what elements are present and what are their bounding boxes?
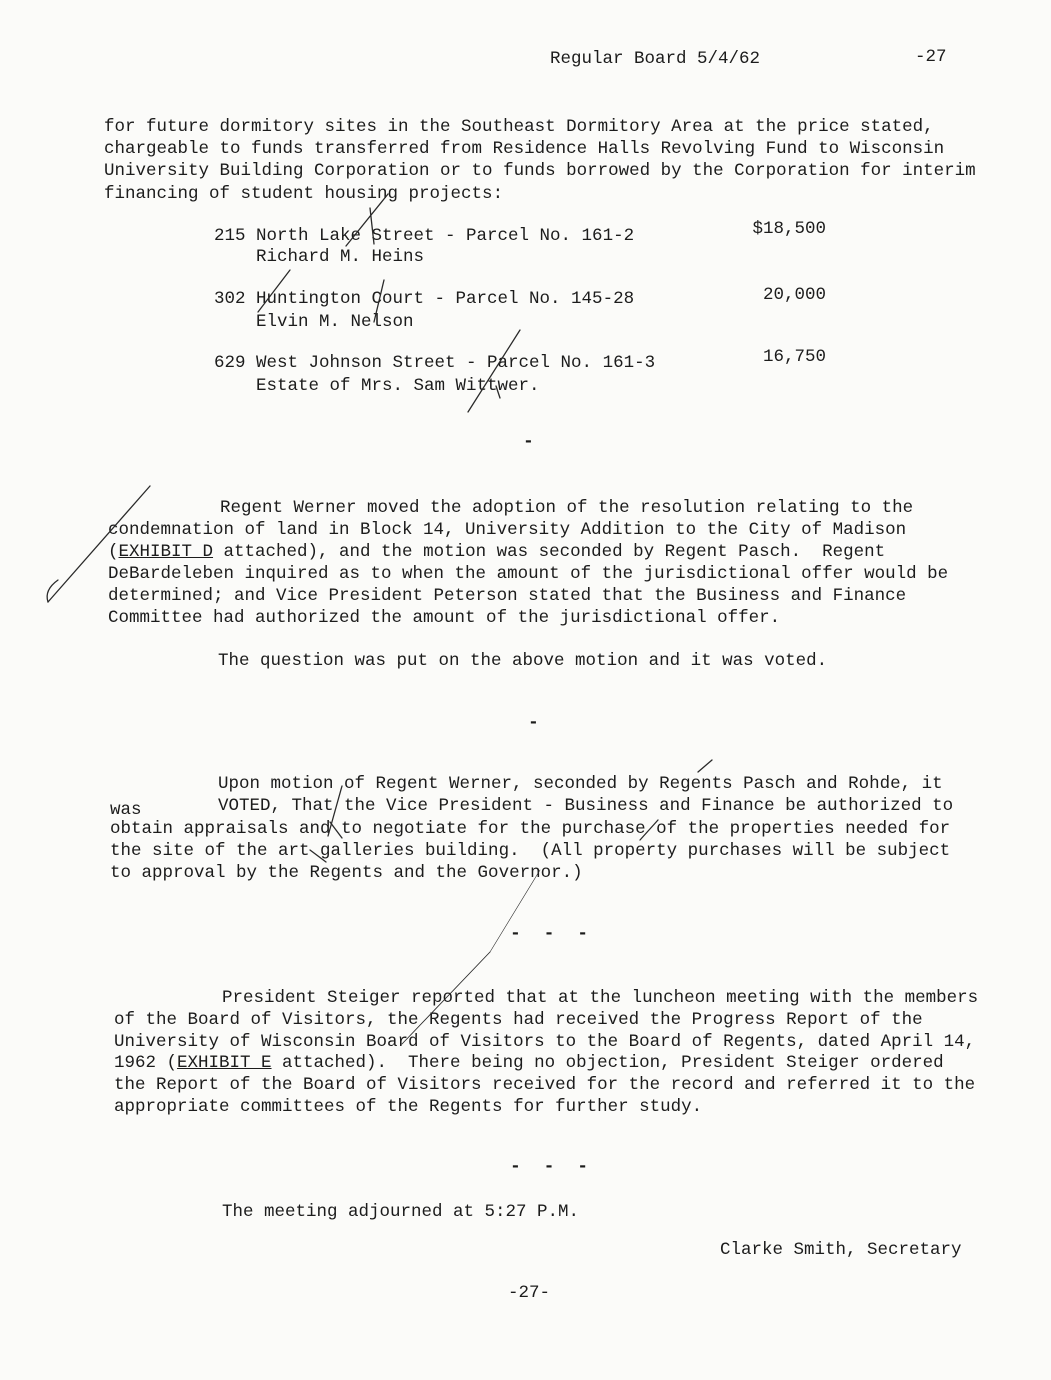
section-separator: - [528, 713, 545, 733]
parcel-address: 629 West Johnson Street - Parcel No. 161-3 [214, 353, 656, 373]
exhibit-d-reference: EXHIBIT D [118, 542, 214, 562]
section-separator: - [523, 432, 540, 452]
visitors-line-2: of the Board of Visitors, the Regents had received the Progress Report of the [114, 1010, 923, 1030]
parcel-address: 302 Huntington Court - Parcel No. 145-28 [214, 289, 635, 309]
visitors-line-5: the Report of the Board of Visitors received for the record and referred it to the [114, 1075, 976, 1095]
intro-line-2: chargeable to funds transferred from Residence Halls Revolving Fund to Wisconsin [104, 139, 945, 159]
art-galleries-line-1: Upon motion of Regent Werner, seconded by Regents Pasch and Rohde, it [218, 774, 943, 794]
parcel-price: 16,750 [762, 347, 826, 367]
visitors-line-4-end: attached). There being no objection, President Steiger ordered [271, 1053, 944, 1073]
check-mark [698, 760, 712, 772]
visitors-line-4-start: 1962 ( [114, 1053, 178, 1073]
condemnation-line-6: Committee had authorized the amount of the jurisdictional offer. [108, 608, 781, 628]
condemnation-line-1: Regent Werner moved the adoption of the resolution relating to the [220, 498, 914, 518]
condemnation-line-2: condemnation of land in Block 14, University Addition to the City of Madison [108, 520, 907, 540]
art-galleries-line-3: obtain appraisals and to negotiate for the purchase of the properties needed for [110, 819, 951, 839]
footer-page-number: -27- [508, 1283, 551, 1303]
parcel-price: 20,000 [762, 285, 826, 305]
intro-line-3: University Building Corporation or to funds borrowed by the Corporation for interim [104, 161, 976, 181]
parcel-owner: Elvin M. Nelson [256, 312, 414, 332]
parcel-price: $18,500 [752, 219, 826, 239]
condemnation-line-4: DeBardeleben inquired as to when the amount of the jurisdictional offer would be [108, 564, 949, 584]
header-board: Regular Board 5/4/62 [550, 49, 761, 69]
was-label: was [110, 800, 142, 820]
visitors-line-6: appropriate committees of the Regents for further study. [114, 1097, 703, 1117]
check-mark [47, 580, 58, 602]
visitors-line-3: University of Wisconsin Board of Visitors to the Board of Regents, dated April 14, [114, 1032, 976, 1052]
secretary-signature: Clarke Smith, Secretary [720, 1240, 962, 1260]
exhibit-e-reference: EXHIBIT E [177, 1053, 272, 1073]
intro-line-4: financing of student housing projects: [104, 184, 504, 204]
art-galleries-line-5: to approval by the Regents and the Governor.) [110, 863, 583, 883]
header-page-number: -27 [915, 47, 947, 67]
art-galleries-line-2: VOTED, That the Vice President - Business and Finance be authorized to [218, 796, 954, 816]
section-separator: - - - [510, 924, 595, 944]
condemnation-line-5: determined; and Vice President Peterson stated that the Business and Finance [108, 586, 907, 606]
vote-statement: The question was put on the above motion and it was voted. [218, 651, 828, 671]
intro-line-1: for future dormitory sites in the Southeast Dormitory Area at the price stated, [104, 117, 934, 137]
condemnation-line-3-rest: attached), and the motion was seconded by Regent Pasch. Regent [213, 542, 886, 562]
parcel-owner: Richard M. Heins [256, 247, 425, 267]
visitors-line-1: President Steiger reported that at the luncheon meeting with the members [222, 988, 979, 1008]
visitors-line-4 [114, 1052, 944, 1074]
parcel-owner: Estate of Mrs. Sam Wittwer. [256, 376, 540, 396]
adjournment-statement: The meeting adjourned at 5:27 P.M. [222, 1202, 580, 1222]
art-galleries-line-4: the site of the art galleries building. (All property purchases will be subject [110, 841, 951, 861]
parcel-address: 215 North Lake Street - Parcel No. 161-2 [214, 226, 635, 246]
condemnation-line-3: (EXHIBIT D attached), and the motion was seconded by Regent Pasch. Regent [108, 542, 886, 562]
section-separator: - - - [510, 1157, 595, 1177]
